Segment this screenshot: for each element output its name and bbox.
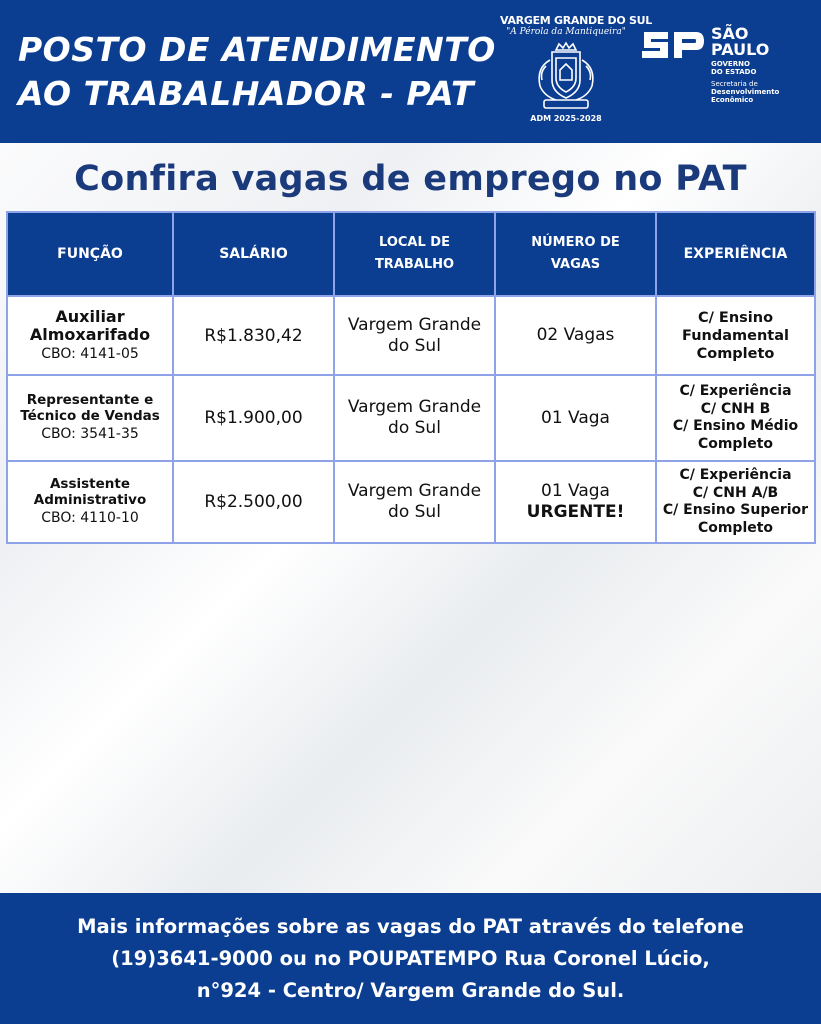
table-header-row [7, 212, 815, 296]
header-experiencia: EXPERIÊNCIA [656, 212, 815, 296]
location-line-2: do Sul [388, 418, 441, 438]
location-line-1: Vargem Grande [347, 397, 482, 417]
job-cbo: CBO: 3541-35 [41, 426, 139, 442]
exp-line-3: Completo [696, 345, 775, 362]
urgent-badge: URGENTE! [526, 502, 625, 522]
cell-salario: R$2.500,00 [173, 461, 334, 543]
title-line-2: AO TRABALHADOR - PAT [18, 74, 474, 113]
gov-line-1: GOVERNO [711, 60, 750, 68]
sec-line-3: Econômico [711, 96, 754, 104]
header-local [334, 212, 495, 296]
cell-vagas: 02 Vagas [495, 296, 656, 375]
job-title-line-2: Técnico de Vendas [20, 408, 160, 424]
cell-funcao [7, 296, 173, 375]
cell-local [334, 296, 495, 375]
cell-experiencia [656, 375, 815, 461]
exp-line-1: C/ Experiência [679, 467, 792, 483]
exp-line-4: Completo [697, 519, 774, 536]
job-title-line-1: Assistente [49, 476, 130, 492]
location-line-2: do Sul [388, 335, 441, 356]
job-cbo: CBO: 4141-05 [41, 345, 139, 362]
header-numero [495, 212, 656, 296]
location-line-1: Vargem Grande [347, 314, 482, 335]
exp-line-2: C/ CNH B [700, 400, 771, 417]
footer-line-1: Mais informações sobre as vagas do PAT através do telefone [77, 915, 744, 938]
state-name-line-2: PAULO [711, 40, 770, 59]
header-salario: SALÁRIO [173, 212, 334, 296]
header-banner [0, 0, 821, 143]
cell-vagas: 01 Vaga [495, 375, 656, 461]
city-logo-motto: "A Pérola da Mantiqueira" [506, 27, 626, 37]
cell-salario: R$1.830,42 [173, 296, 334, 375]
cell-local [334, 461, 495, 543]
state-logo-name [711, 26, 801, 58]
exp-line-1: C/ Ensino [697, 309, 774, 326]
cell-funcao [7, 461, 173, 543]
exp-line-3: C/ Ensino Superior [662, 502, 809, 518]
exp-line-4: Completo [697, 435, 774, 452]
footer-info [20, 911, 801, 1007]
job-title-line-1: Representante e [26, 392, 154, 408]
job-cbo: CBO: 4110-10 [41, 510, 139, 526]
exp-line-2: Fundamental [682, 327, 789, 344]
city-coat-of-arms-icon [526, 40, 606, 112]
state-name-line-1: SÃO [711, 24, 749, 43]
city-logo [500, 14, 652, 132]
footer-line-3: n°924 - Centro/ Vargem Grande do Sul. [196, 979, 625, 1002]
state-logo-secretariat [711, 80, 801, 104]
location-line-2: do Sul [388, 502, 441, 522]
cell-funcao [7, 375, 173, 461]
table-row [7, 461, 815, 543]
header-numero-line-1: NÚMERO DE [531, 235, 620, 250]
header-numero-line-2: VAGAS [550, 257, 601, 272]
table-row [7, 375, 815, 461]
footer-line-2: (19)3641-9000 ou no POUPATEMPO Rua Coronel Lúcio, [111, 947, 710, 970]
state-logo-government [711, 60, 801, 76]
jobs-table [6, 211, 816, 544]
footer-banner [0, 893, 821, 1024]
location-line-1: Vargem Grande [347, 481, 482, 501]
cell-local [334, 375, 495, 461]
sao-paulo-sp-logo-icon [638, 28, 706, 62]
header-local-line-1: LOCAL DE [379, 235, 450, 250]
exp-line-2: C/ CNH A/B [692, 484, 779, 501]
cell-salario: R$1.900,00 [173, 375, 334, 461]
city-logo-admin: ADM 2025-2028 [530, 114, 602, 123]
sec-line-2: Desenvolvimento [711, 88, 780, 96]
cell-experiencia [656, 461, 815, 543]
header-funcao: FUNÇÃO [7, 212, 173, 296]
cell-experiencia [656, 296, 815, 375]
header-local-line-2: TRABALHO [374, 257, 455, 272]
job-title-line-2: Almoxarifado [29, 324, 151, 344]
state-logo [638, 24, 808, 120]
headline: Confira vagas de emprego no PAT [74, 159, 747, 199]
job-title-line-1: Auxiliar [55, 306, 125, 326]
table-row [7, 296, 815, 375]
sec-line-1: Secretaria de [711, 80, 758, 88]
exp-line-1: C/ Experiência [679, 383, 792, 399]
exp-line-3: C/ Ensino Médio [672, 418, 799, 434]
gov-line-2: DO ESTADO [711, 68, 757, 76]
page-title [18, 28, 508, 116]
city-logo-name: VARGEM GRANDE DO SUL [500, 14, 652, 27]
cell-vagas [495, 461, 656, 543]
job-title-line-2: Administrativo [33, 492, 147, 508]
vacancies-count: 01 Vaga [541, 481, 610, 501]
title-line-1: POSTO DE ATENDIMENTO [18, 30, 496, 69]
